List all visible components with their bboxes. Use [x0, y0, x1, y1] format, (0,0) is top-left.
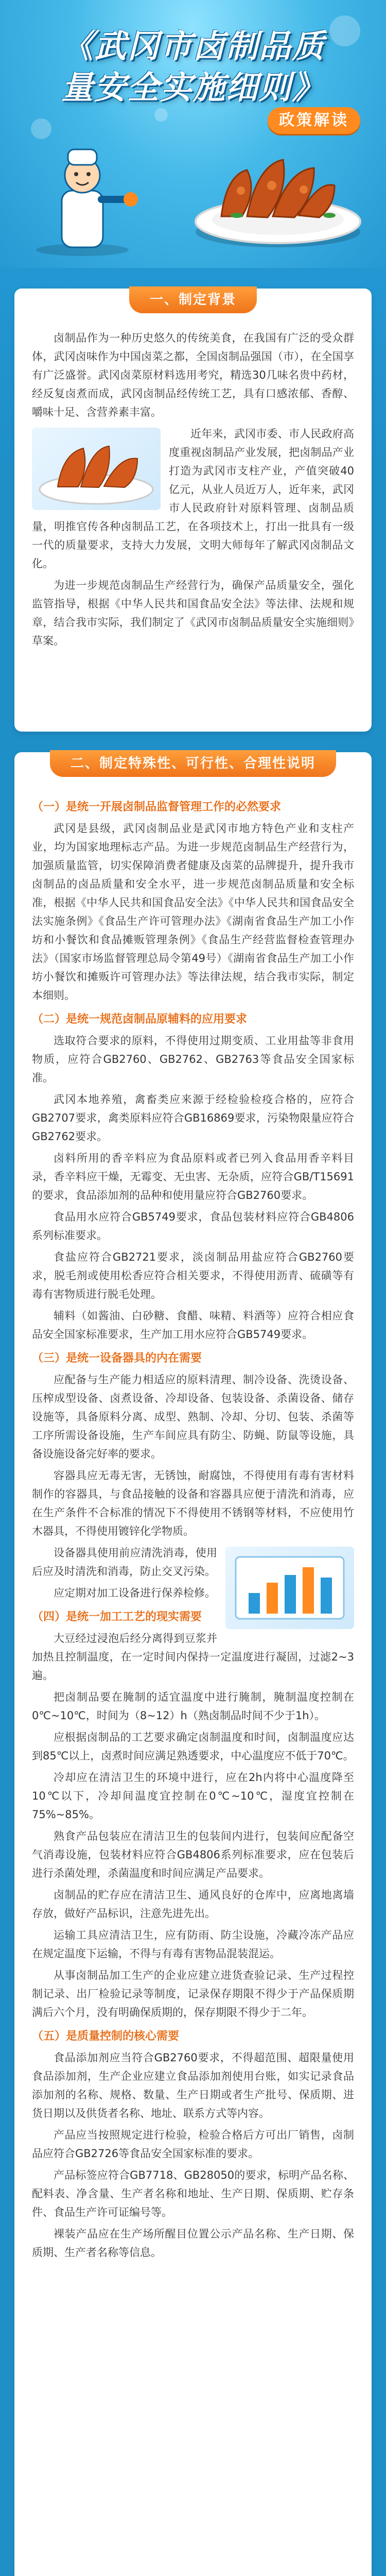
paragraph: 产品应当按照规定进行检验，检验合格后方可出厂销售，卤制品应符合GB2726等食品安全国家标准的要求。: [32, 2129, 354, 2160]
section-heading: 一、制定背景: [129, 286, 257, 313]
braised-food-plate-icon: [180, 129, 365, 252]
block-title: （一）是统一开展卤制品监督管理工作的必然要求: [32, 801, 282, 814]
paragraph: 设备器具使用前应清洗消毒，使用后应及时清洗和消毒，防止交叉污染。: [32, 1547, 217, 1578]
paragraph: 食品用水应符合GB5749要求，食品包装材料应符合GB4806系列标准要求。: [32, 1211, 354, 1242]
paragraph: 卤制品的贮存应在清洁卫生、通风良好的仓库中，应离地离墙存放，做好产品标识，注意先进先出。: [32, 1889, 354, 1920]
paragraph: 为进一步规范卤制品生产经营行为，确保产品质量安全，强化监管指导，根据《中华人民共和国食品安全法》等法律、法规和规章，结合我市实际，我们制定了《武冈市卤制品质量安全实施细则》草案。: [32, 579, 354, 647]
page-title-line2: 量安全实施细则》: [61, 69, 325, 106]
header-banner: [0, 0, 386, 268]
paragraph: 应定期对加工设备进行保养检修。: [54, 1587, 216, 1599]
paragraph: 产品标签应符合GB7718、GB28050的要求，标明产品名称、配料表、净含量、生产者名称和地址、生产日期、保质期、贮存条件、食品生产许可证编号等。: [32, 2169, 354, 2218]
section-explanation: [14, 752, 372, 2576]
paragraph: 近年来，武冈市委、市人民政府高度重视卤制品产业发展，把卤制品产业打造为武冈市支柱产业，产值突破40亿元，从业人员近万人，近年来，武冈市人民政府针对原料管理、卤制品质量，明推官传各种卤制品工艺，在各项技术上，打出一批具有一级一代的质量要求，支持大力发展，文明大师每年了解武冈卤制品文化。: [32, 428, 354, 570]
paragraph: 大豆经过浸泡后经分离得到豆浆并加热且控制温度，在一定时间内保持一定温度进行凝固，过滤2~3遍。: [32, 1632, 354, 1682]
paragraph: 运输工具应清洁卫生，应有防雨、防尘设施，冷藏冷冻产品应在规定温度下运输，不得与有毒有害物品混装混运。: [32, 1929, 354, 1960]
paragraph: 武冈本地养殖，禽畜类应来源于经检验检疫合格的，应符合GB2707要求，禽类原料应符合GB16869要求，污染物限量应符合GB2762要求。: [32, 1093, 354, 1143]
section-background: [14, 289, 372, 732]
paragraph: 应根据卤制品的工艺要求确定卤制温度和时间，卤制温度应达到85℃以上，卤煮时间应满足熟透要求，中心温度应不低于70℃。: [32, 1731, 354, 1762]
paragraph: 食品添加剂应当符合GB2760要求，不得超范围、超限量使用食品添加剂，生产企业应建立食品添加剂使用台账，如实记录食品添加剂的名称、规格、数量、生产日期或者生产批号、保质期、进货日期以及供货者名称、地址、联系方式等内容。: [32, 2052, 354, 2120]
block-title: （三）是统一设备器具的内在需要: [32, 1352, 202, 1365]
paragraph: 武冈是县级，武冈卤制品业是武冈市地方特色产业和支柱产业，均为国家地理标志产品。为进一步规范卤制品生产经营行为，加强质量监管，切实保障消费者健康及卤菜的品牌提升，提升我市卤制品的卤品质量和安全水平，进一步规范卤制品质量和安全标准，根据《中华人民共和国食品安全法》《中华人民共和国食品安全法实施条例》《食品生产许可管理办法》《湖南省食品生产加工小作坊和小餐饮和食品摊贩管理条例》《食品生产经营监督检查管理办法》（国家市场监督管理总局令第49号）《湖南省食品生产加工小作坊小餐饮和摊贩许可管理办法》等法律法规，结合我市实际，制定本细则。: [32, 822, 354, 1002]
shrimp-dish-image: [32, 428, 161, 510]
page-title-line1: 《武冈市卤制品质: [61, 27, 325, 65]
paragraph: 应配备与生产能力相适应的原料清理、制冷设备、洗烫设备、压榨成型设备、卤煮设备、冷却设备、包装设备、杀菌设备、储存设施等，具备原料分离、成型、熟制、冷却、分切、包装、杀菌等工序所需设备设施，生产车间应具有防尘、防蝇、防鼠等设施，具备设施设备完好率的要求。: [32, 1374, 354, 1460]
paragraph: 食盐应符合GB2721要求，淡卤制品用盐应符合GB2760要求，脱毛剂或使用松香应符合相关要求，不得使用沥青、硫磺等有毒有害物质进行脱毛处理。: [32, 1251, 354, 1300]
paragraph: 卤料所用的香辛料应为食品原料或者已列入食品用香辛料目录，香辛料应干燥，无霉变、无虫害、无杂质，应符合GB/T15691的要求，食品添加剂的品种和使用量应符合GB2760要求。: [32, 1152, 354, 1201]
chef-illustration-icon: [21, 134, 144, 258]
paragraph: 从事卤制品加工生产的企业应建立进货查验记录、生产过程控制记录、出厂检验记录等制度，记录保存期限不得少于产品保质期满后六个月，没有明确保质期的，保存期限不得少于二年。: [32, 1969, 354, 2019]
equipment-chart-image: [225, 1547, 354, 1629]
paragraph: 选取符合要求的原料，不得使用过期变质、工业用盐等非食用物质，应符合GB2760、GB2762、GB2763等食品安全国家标准。: [32, 1035, 354, 1084]
block-title: （四）是统一加工工艺的现实需要: [32, 1611, 202, 1623]
paragraph: 把卤制品要在腌制的适宜温度中进行腌制，腌制温度控制在0℃~10℃，时间为（8~12）h（熟卤制品时间不少于1h）。: [32, 1691, 354, 1722]
paragraph: 熟食产品包装应在清洁卫生的包装间内进行，包装间应配备空气消毒设施，包装材料应符合GB4806系列标准要求，应在包装后进行杀菌处理，杀菌温度和时间应满足产品要求。: [32, 1830, 354, 1879]
block-title: （五）是质量控制的核心需要: [32, 2030, 180, 2043]
paragraph: 辅料（如酱油、白砂糖、食醋、味精、料酒等）应符合相应食品安全国家标准要求，生产加工用水应符合GB5749要求。: [32, 1310, 354, 1341]
paragraph: 冷却应在清洁卫生的环境中进行，应在2h内将中心温度降至10℃以下，冷却间温度宜控制在0℃~10℃，湿度宜控制在75%~85%。: [32, 1771, 354, 1821]
paragraph: 容器具应无毒无害，无锈蚀，耐腐蚀，不得使用有毒有害材料制作的容器具，与食品接触的设备和容器具应便于清洗和消毒，应在生产条件不合标准的情况下不得使用不锈钢等材料，不应使用竹木器具，不得使用镀锌化学物质。: [32, 1469, 354, 1537]
policy-tag: 政策解读: [268, 107, 360, 134]
paragraph: 卤制品作为一种历史悠久的传统美食，在我国有广泛的受众群体，武冈卤味作为中国卤菜之都，全国卤制品强国（市），在全国享有广泛盛誉。武冈卤菜原材料选用考究，精选30几味名贵中药材，经反复卤煮而成，武冈卤制品经传统工艺，具有口感浓郁、香醇、嚼味十足、含营养素丰富。: [32, 332, 354, 418]
paragraph: 裸装产品应在生产场所醒目位置公示产品名称、生产日期、保质期、生产者名称等信息。: [32, 2228, 354, 2259]
section-heading: 二、制定特殊性、可行性、合理性说明: [50, 750, 336, 777]
block-title: （二）是统一规范卤制品原辅料的应用要求: [32, 1013, 248, 1026]
